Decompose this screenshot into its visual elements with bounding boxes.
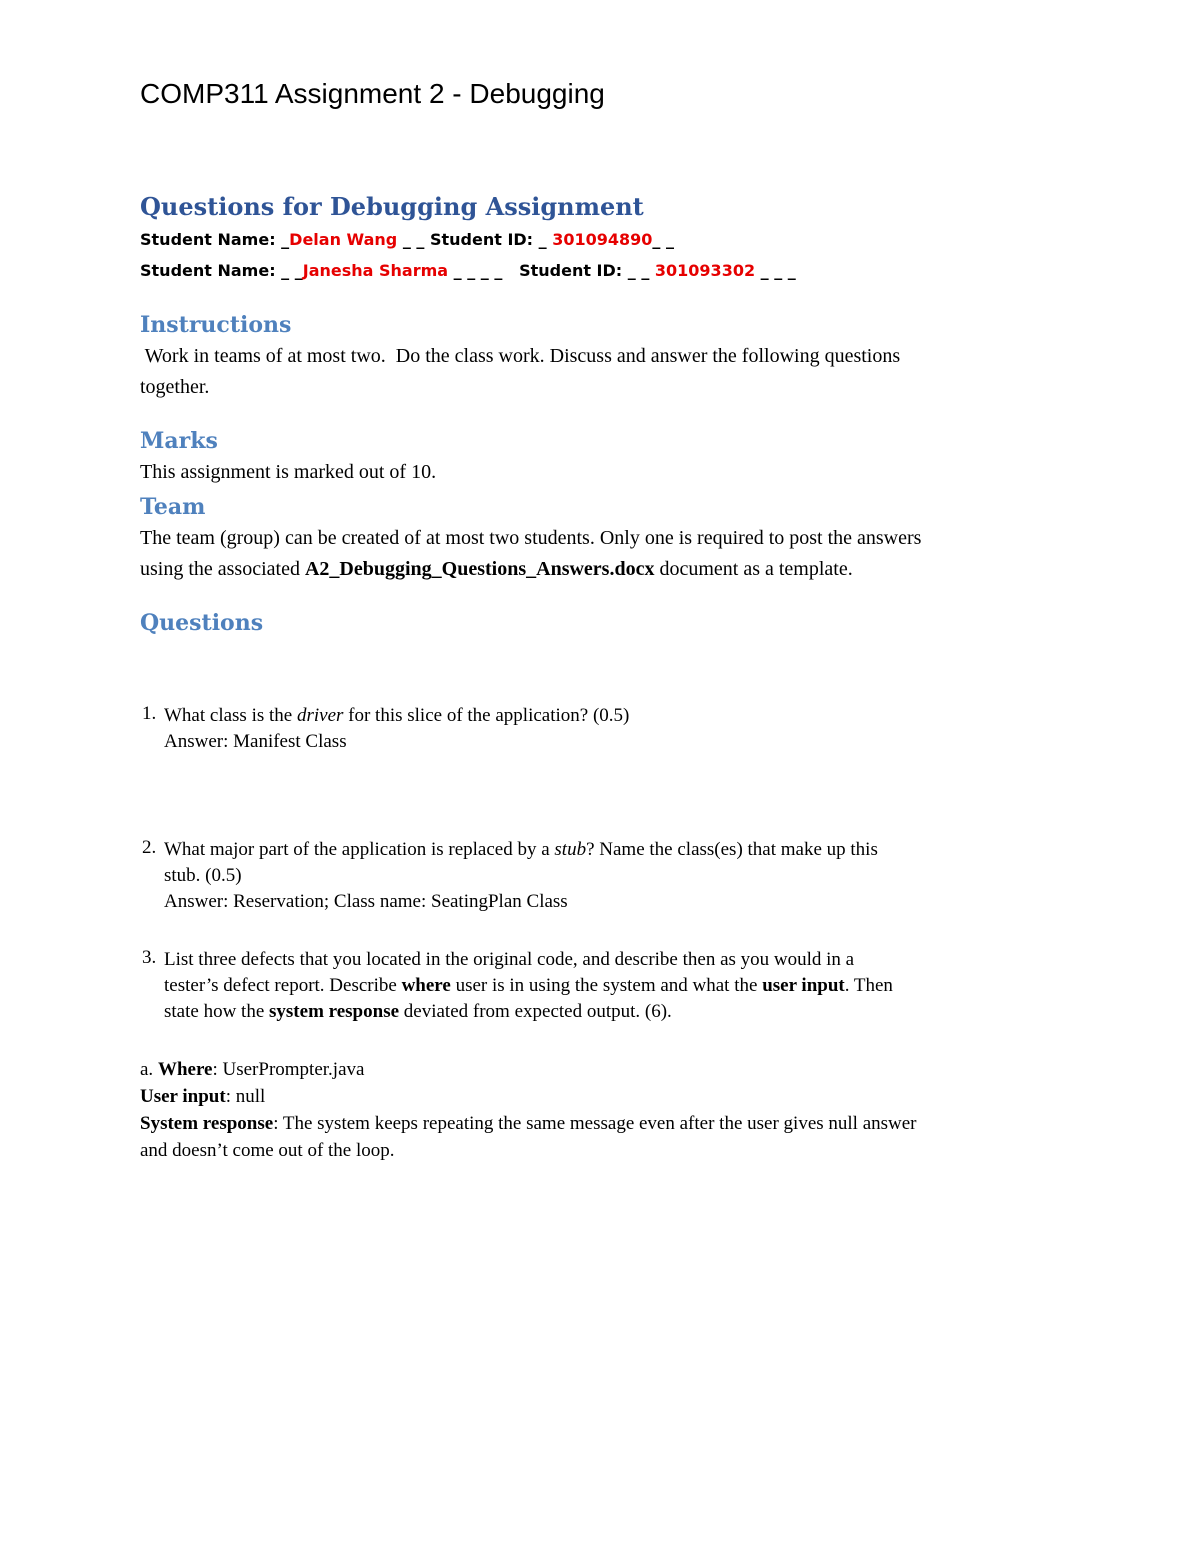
question-text xyxy=(164,703,1058,729)
answer-text: Answer: Manifest Class xyxy=(164,731,347,752)
where-value: : UserPrompter.java xyxy=(212,1059,365,1080)
student-line-tail: _ _ _ xyxy=(755,261,796,280)
question-line-1: List three defects that you located in the original code, and describe then as you would in a xyxy=(164,949,855,970)
keyword-system-response: system response xyxy=(269,1001,400,1022)
user-input-label: User input xyxy=(140,1086,226,1107)
question-text: deviated from expected output. (6). xyxy=(399,1001,672,1022)
defect-input-line xyxy=(140,1083,1060,1110)
defect-where-line xyxy=(140,1056,1060,1083)
student-name-label: Student Name: _ _ xyxy=(140,261,303,280)
student-id-value: 301094890 xyxy=(552,230,653,249)
instructions-line-1: Work in teams of at most two. Do the class work. Discuss and answer the following questions xyxy=(140,345,901,367)
defect-a xyxy=(140,1056,1060,1164)
question-line-2 xyxy=(164,973,1058,999)
assignment-heading: Questions for Debugging Assignment xyxy=(140,192,644,221)
system-response-label: System response xyxy=(140,1113,274,1134)
question-text-end: ? Name the class(es) that make up this xyxy=(586,839,878,860)
question-line-2: stub. (0.5) xyxy=(164,865,242,886)
system-response-value: : The system keeps repeating the same message even after the user gives null answer xyxy=(273,1113,917,1134)
user-input-value: : null xyxy=(225,1086,266,1107)
marks-heading: Marks xyxy=(140,428,218,454)
question-text-end: for this slice of the application? (0.5) xyxy=(343,705,630,726)
team-line-1: The team (group) can be created of at most two students. Only one is required to post the answers xyxy=(140,527,922,549)
defect-label: a. xyxy=(140,1059,158,1080)
question-emphasis: driver xyxy=(296,705,344,726)
student-line-2 xyxy=(140,261,796,280)
questions-heading: Questions xyxy=(140,610,264,636)
student-name-label: Student Name: _ xyxy=(140,230,290,249)
answer-text: Answer: Reservation; Class name: SeatingPlan Class xyxy=(164,891,568,912)
question-text: . Then xyxy=(844,975,893,996)
question-emphasis: stub xyxy=(554,839,587,860)
student-name-value: Janesha Sharma xyxy=(302,261,449,280)
question-number: 1. xyxy=(142,703,157,724)
question-text-start: What major part of the application is replaced by a xyxy=(164,839,555,860)
defect-response-line xyxy=(140,1110,1060,1137)
question-body xyxy=(164,703,1058,755)
question-text-start: What class is the xyxy=(164,705,297,726)
team-line-2 xyxy=(140,554,1060,585)
defect-response-line-2: and doesn’t come out of the loop. xyxy=(140,1140,395,1161)
instructions-text xyxy=(140,341,1060,403)
student-line-tail: _ _ xyxy=(652,230,674,249)
student-id-label: _ _ Student ID: _ xyxy=(397,230,553,249)
question-text: user is in using the system and what the xyxy=(450,975,763,996)
document-title: COMP311 Assignment 2 - Debugging xyxy=(140,78,605,109)
team-heading: Team xyxy=(140,494,206,520)
keyword-user-input: user input xyxy=(762,975,845,996)
template-filename: A2_Debugging_Questions_Answers.docx xyxy=(304,558,655,580)
question-body xyxy=(164,947,1058,1025)
student-id-label: _ _ _ _ Student ID: _ _ xyxy=(448,261,655,280)
student-line-1 xyxy=(140,230,674,249)
question-number: 2. xyxy=(142,837,157,858)
student-id-value: 301093302 xyxy=(654,261,756,280)
keyword-where: where xyxy=(401,975,451,996)
question-number: 3. xyxy=(142,947,157,968)
question-body xyxy=(164,837,1058,915)
marks-text: This assignment is marked out of 10. xyxy=(140,461,437,483)
team-line-2-text-end: document as a template. xyxy=(654,558,853,580)
where-label: Where xyxy=(157,1059,213,1080)
question-line-1 xyxy=(164,837,1058,863)
team-line-2-text: using the associated xyxy=(140,558,305,580)
student-name-value: Delan Wang xyxy=(289,230,398,249)
instructions-heading: Instructions xyxy=(140,312,292,338)
question-line-3 xyxy=(164,999,1058,1025)
instructions-line-2: together. xyxy=(140,376,210,398)
team-text xyxy=(140,523,1060,585)
question-text: state how the xyxy=(164,1001,270,1022)
question-text: tester’s defect report. Describe xyxy=(164,975,402,996)
